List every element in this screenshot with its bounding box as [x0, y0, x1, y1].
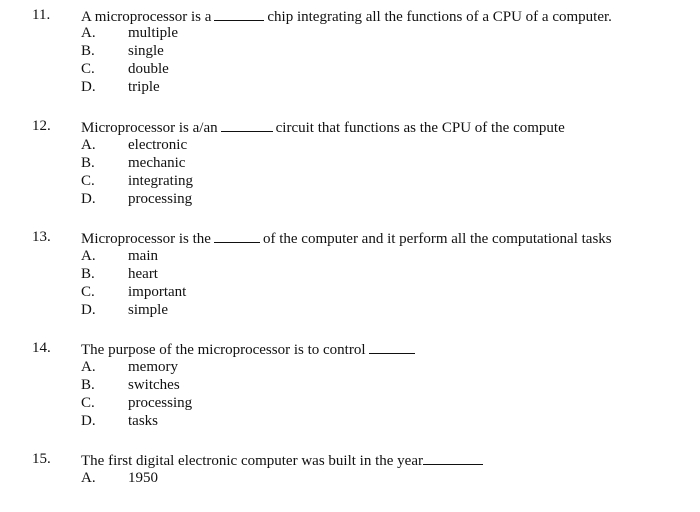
option-letter: B. [81, 377, 95, 393]
stem-text-before: The purpose of the microprocessor is to control [81, 342, 366, 358]
option-letter: B. [81, 266, 95, 282]
option-text: 1950 [128, 470, 158, 486]
option-text: triple [128, 79, 160, 95]
option-b [0, 42, 400, 60]
question-stem [81, 339, 418, 359]
option-c [0, 60, 400, 78]
option-letter: C. [81, 61, 95, 77]
option-text: tasks [128, 413, 158, 429]
question-stem [81, 117, 565, 137]
option-text: single [128, 43, 164, 59]
option-text: processing [128, 191, 193, 207]
option-letter: C. [81, 173, 95, 189]
option-letter: D. [81, 79, 96, 95]
option-text: multiple [128, 25, 178, 41]
option-letter: B. [81, 155, 95, 171]
answer-blank [214, 6, 264, 21]
stem-text-before: Microprocessor is a/an [81, 120, 218, 136]
option-b [0, 265, 400, 283]
option-letter: A. [81, 25, 96, 41]
answer-blank [221, 117, 273, 132]
option-text: electronic [128, 137, 188, 153]
option-letter: D. [81, 302, 96, 318]
option-letter: A. [81, 359, 96, 375]
option-text: integrating [128, 173, 193, 189]
option-text: switches [128, 377, 180, 393]
stem-text-after: of the computer and it perform all the computational tasks [262, 231, 612, 247]
question-number: 13. [32, 229, 51, 245]
option-text: important [128, 284, 187, 300]
question-stem [81, 6, 612, 26]
option-b [0, 376, 400, 394]
option-letter: C. [81, 284, 95, 300]
option-a [0, 24, 400, 42]
option-letter: A. [81, 248, 96, 264]
option-text: memory [128, 359, 178, 375]
option-text: double [128, 61, 169, 77]
option-d [0, 301, 400, 319]
option-letter: C. [81, 395, 95, 411]
option-text: mechanic [128, 155, 186, 171]
option-letter: A. [81, 470, 96, 486]
answer-blank [423, 450, 483, 465]
question-number: 12. [32, 118, 51, 134]
option-d [0, 412, 400, 430]
option-a [0, 358, 400, 376]
option-letter: D. [81, 191, 96, 207]
option-letter: D. [81, 413, 96, 429]
option-a [0, 469, 400, 487]
option-c [0, 172, 400, 190]
option-d [0, 78, 400, 96]
question-stem [81, 228, 612, 248]
option-text: heart [128, 266, 158, 282]
question-number: 15. [32, 451, 51, 467]
option-text: simple [128, 302, 168, 318]
answer-blank [214, 228, 260, 243]
stem-text-before: A microprocessor is a [81, 9, 212, 25]
stem-text-after: circuit that functions as the CPU of the compute [275, 120, 565, 136]
question-stem [81, 450, 486, 470]
option-text: main [128, 248, 158, 264]
option-c [0, 283, 400, 301]
question-number: 14. [32, 340, 51, 356]
option-text: processing [128, 395, 193, 411]
stem-text-before: The first digital electronic computer was built in the year [81, 453, 423, 469]
option-a [0, 136, 400, 154]
stem-text-after: chip integrating all the functions of a CPU of a computer. [267, 9, 612, 25]
question-number: 11. [32, 7, 51, 23]
answer-blank [369, 339, 415, 354]
option-b [0, 154, 400, 172]
option-d [0, 190, 400, 208]
option-letter: B. [81, 43, 95, 59]
option-c [0, 394, 400, 412]
option-letter: A. [81, 137, 96, 153]
option-a [0, 247, 400, 265]
stem-text-before: Microprocessor is the [81, 231, 211, 247]
